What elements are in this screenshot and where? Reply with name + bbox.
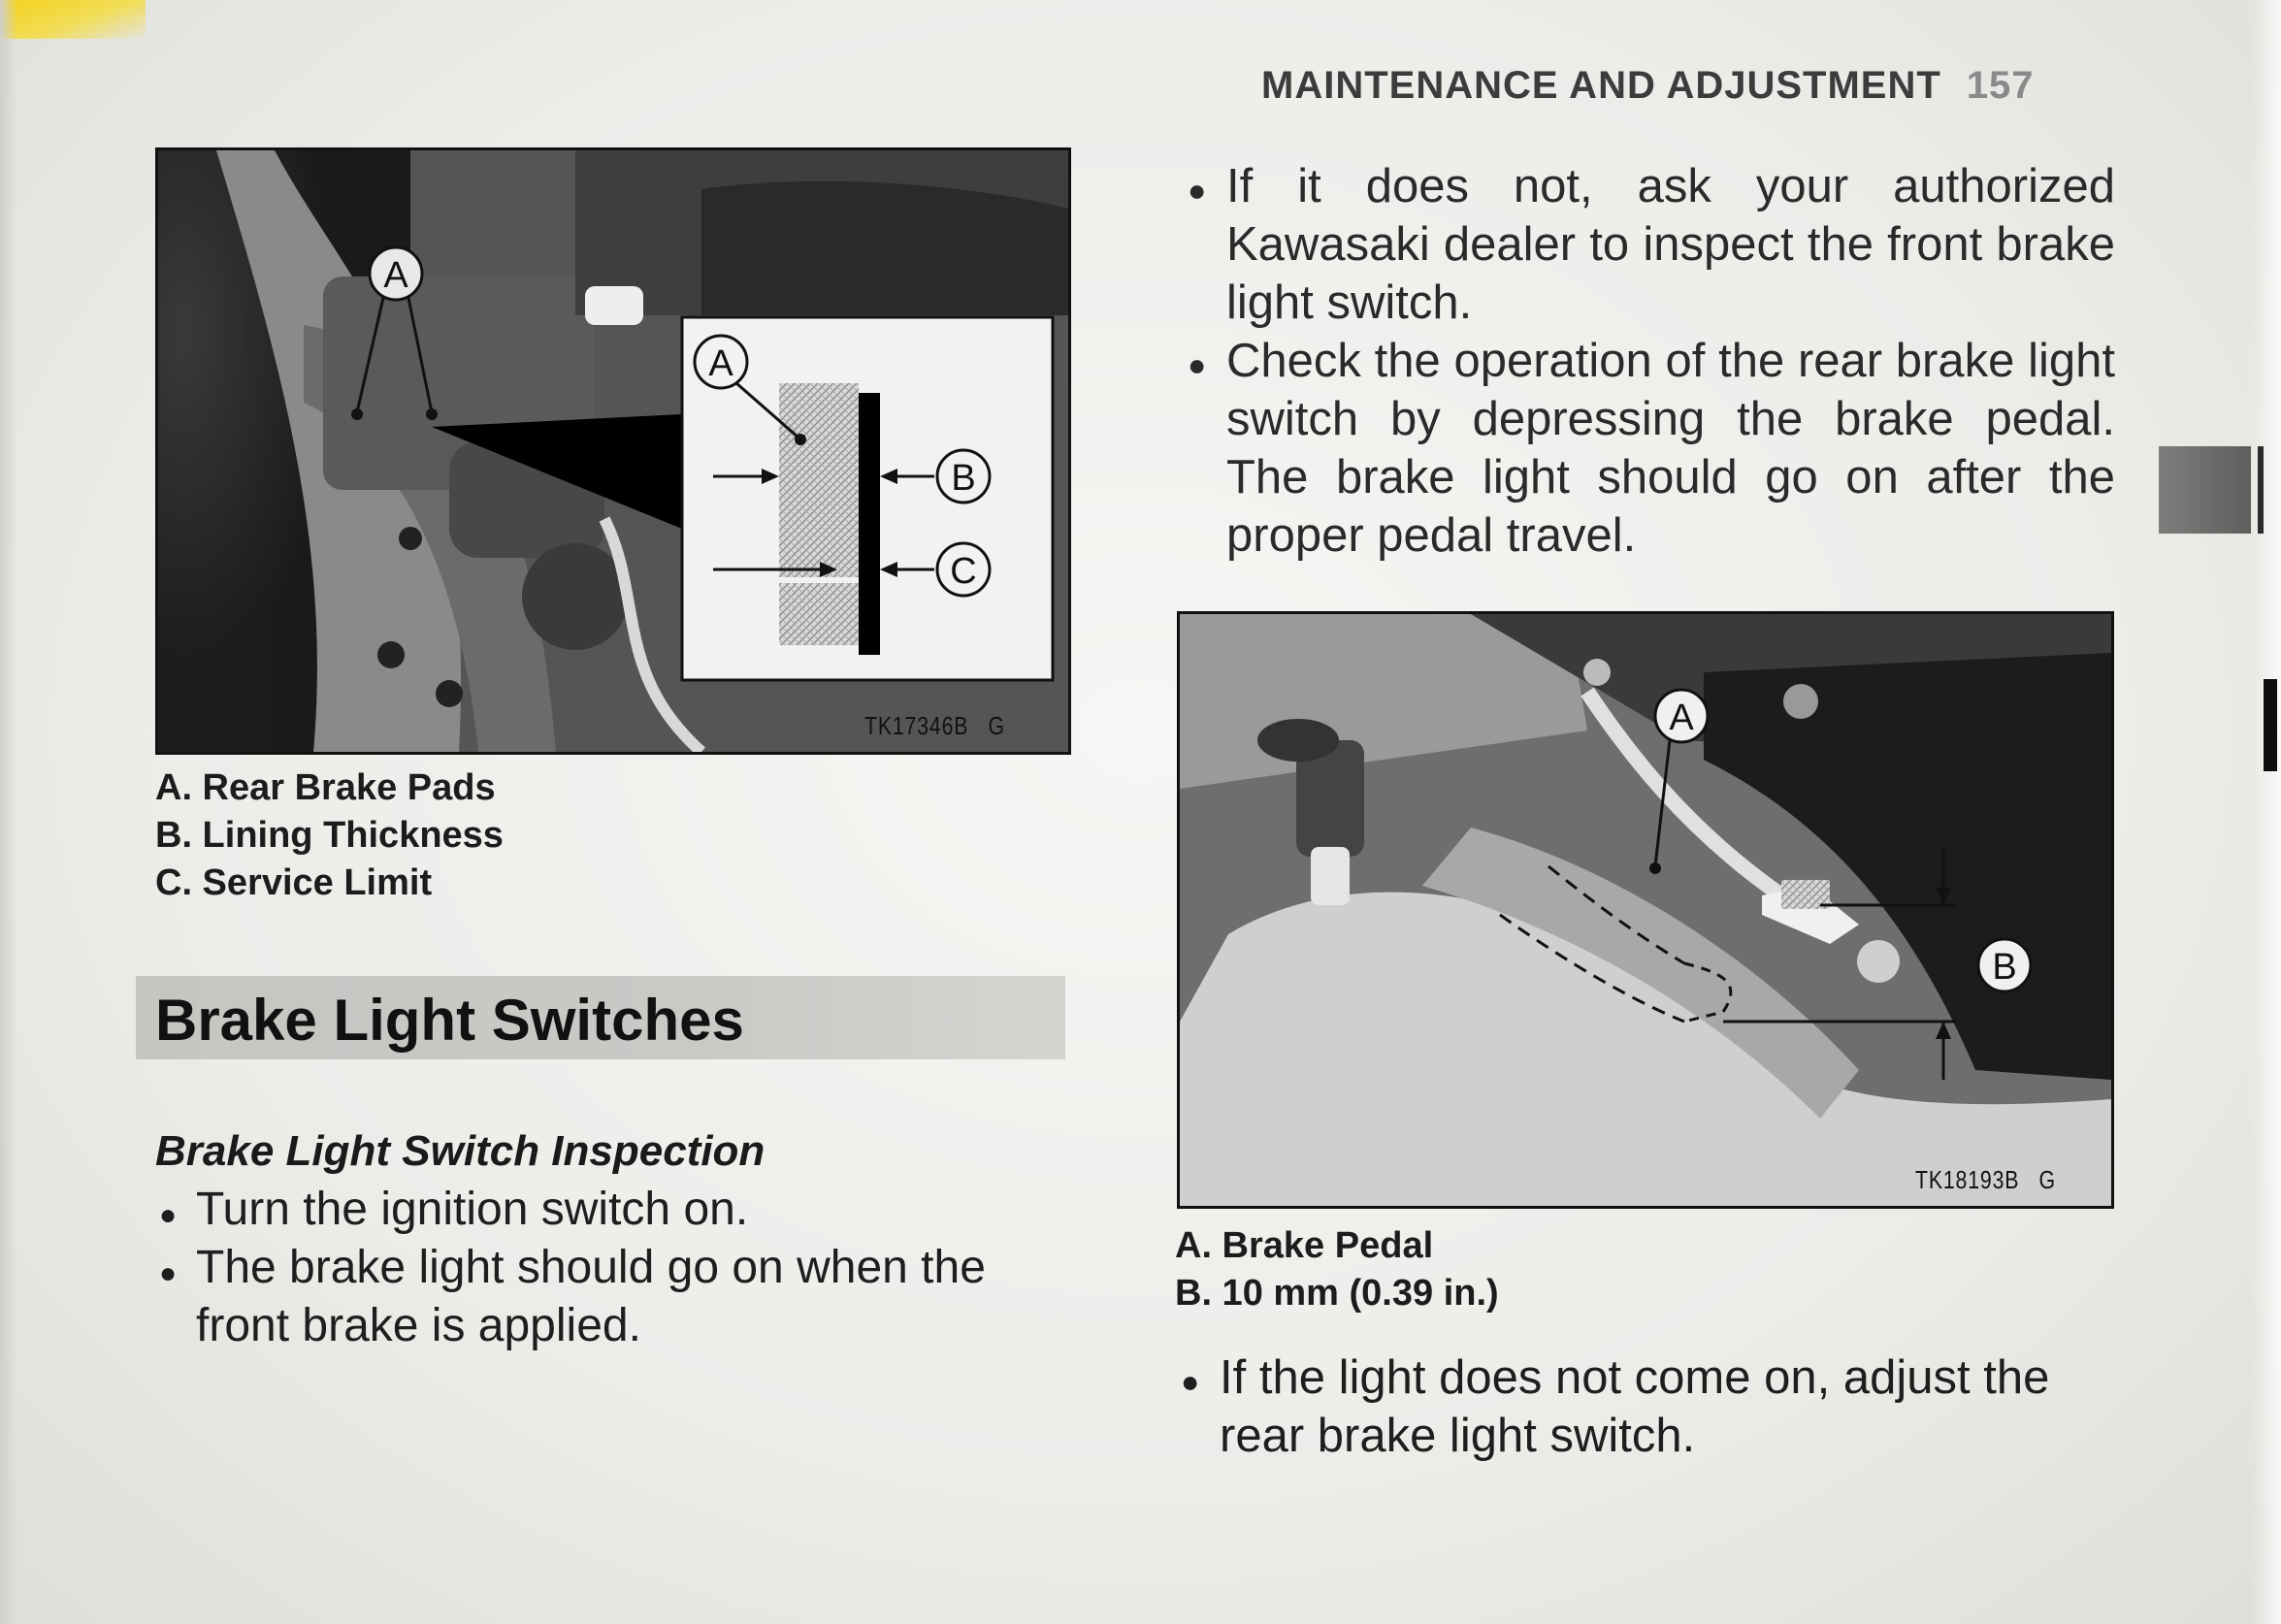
rear-brake-pads-illustration (158, 150, 1068, 752)
bullet-text: If it does not, ask your authorized Kawasaki dealer to inspect the front brake light switch. (1226, 160, 2115, 329)
right-bottom-bullet-list (1177, 1348, 2118, 1465)
figure-code-right-suffix: G (2038, 1165, 2056, 1194)
list-item (1177, 1348, 2118, 1465)
callout-a-photo: A (383, 255, 408, 296)
brake-pedal-photo (1177, 611, 2114, 1209)
page-gutter-shadow (0, 0, 17, 1624)
figure-left-captions (155, 764, 504, 907)
caption-lining-thickness: B. Lining Thickness (155, 815, 504, 856)
rear-brake-pads-photo (155, 147, 1071, 755)
page-number: 157 (1966, 64, 2035, 107)
figure-code-left (864, 711, 1005, 741)
figure-code-left-id: TK17346B (864, 711, 969, 740)
header-section-title: MAINTENANCE AND ADJUSTMENT (1261, 64, 1941, 107)
figure-right-captions (1175, 1222, 1499, 1317)
figure-code-left-suffix: G (988, 711, 1005, 740)
thumb-index-tab (2159, 446, 2251, 534)
caption-rear-brake-pads: A. Rear Brake Pads (155, 767, 496, 808)
section-title: Brake Light Switches (155, 988, 744, 1053)
caption-brake-pedal: A. Brake Pedal (1175, 1225, 1434, 1266)
figure-code-right (1915, 1165, 2056, 1195)
bullet-text: If the light does not come on, adjust the rear brake light switch. (1220, 1351, 2050, 1462)
running-header (1261, 64, 2125, 108)
figure-code-right-id: TK18193B (1915, 1165, 2020, 1194)
sticky-tab-corner (0, 0, 146, 39)
bullet-text: Turn the ignition switch on. (196, 1184, 749, 1235)
list-item (1184, 157, 2115, 332)
right-top-bullet-list (1184, 157, 2115, 565)
brake-pedal-illustration (1180, 614, 2111, 1206)
callout-a-pedal: A (1669, 698, 1694, 738)
bullet-text: The brake light should go on when the front brake is applied. (196, 1242, 986, 1351)
callout-b-dimension: B (1992, 947, 2017, 988)
bullet-icon: ● (159, 1199, 178, 1231)
subsection-title: Brake Light Switch Inspection (155, 1127, 766, 1175)
bullet-text: Check the operation of the rear brake light switch by depressing the brake pedal. The brake light should go on after the proper pedal travel. (1226, 335, 2115, 562)
callout-a-inset: A (708, 343, 733, 384)
list-item (155, 1239, 1067, 1355)
left-bullet-list (155, 1181, 1067, 1355)
bullet-icon: ● (1188, 347, 1207, 382)
callout-b-inset: B (951, 458, 976, 499)
caption-service-limit: C. Service Limit (155, 862, 433, 903)
page-edge (2252, 0, 2281, 1624)
caption-pedal-travel: B. 10 mm (0.39 in.) (1175, 1273, 1499, 1314)
list-item (155, 1181, 1067, 1239)
list-item (1184, 332, 2115, 565)
bullet-icon: ● (1188, 173, 1207, 208)
callout-c-inset: C (950, 551, 977, 592)
thumb-index-edge (2258, 446, 2264, 534)
bullet-icon: ● (159, 1257, 178, 1289)
bullet-icon: ● (1181, 1364, 1200, 1399)
page-edge-mark (2264, 679, 2277, 771)
